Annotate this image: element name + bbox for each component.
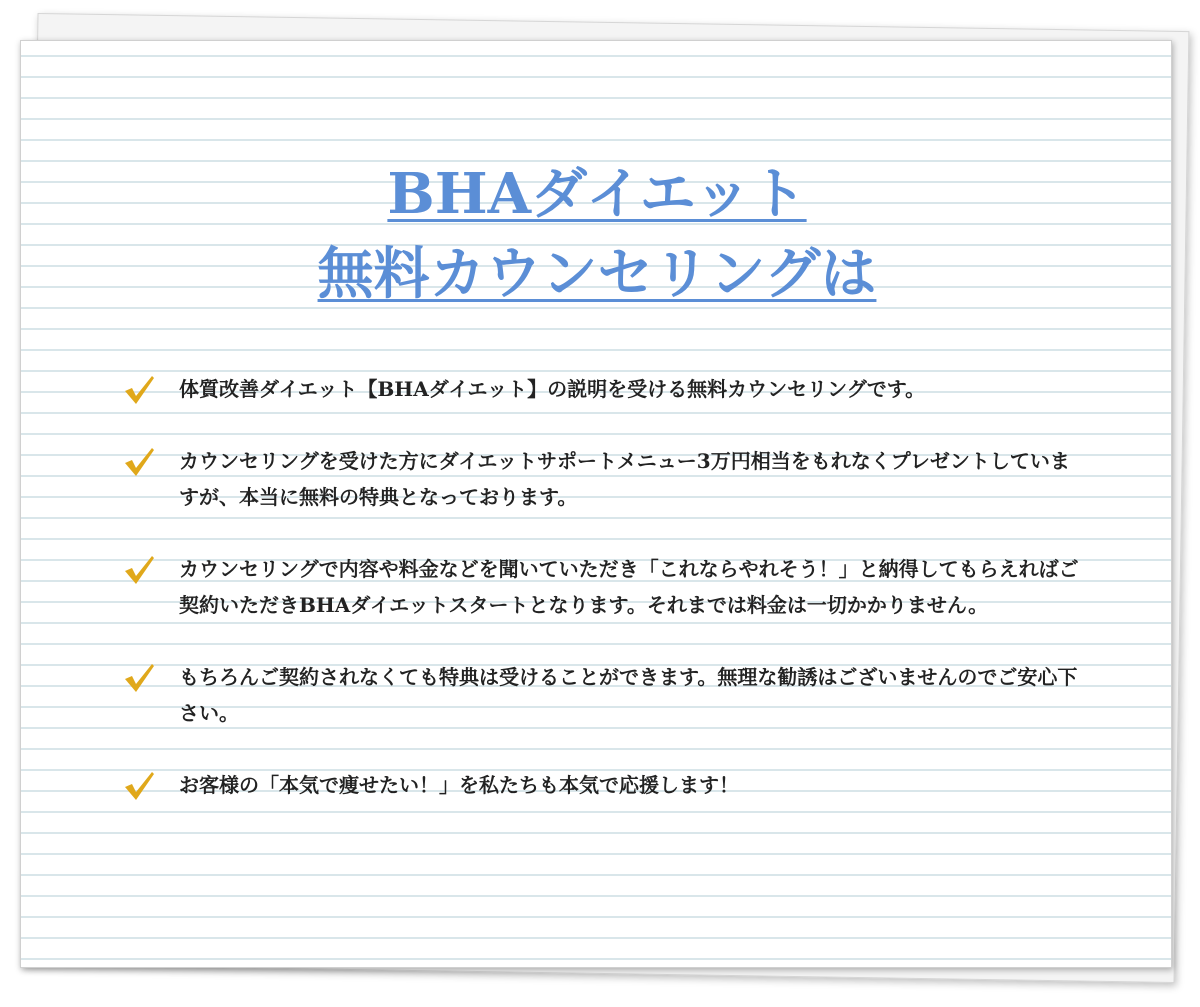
list-item [121, 659, 1081, 731]
check-icon [121, 371, 157, 407]
list-item-text: お客様の「本気で痩せたい！」を私たちも本気で応援します！ [179, 773, 739, 797]
list-item-text: 体質改善ダイエット【BHAダイエット】の説明を受ける無料カウンセリングです。 [179, 377, 926, 401]
ruled-paper-sheet [20, 40, 1172, 968]
check-icon [121, 551, 157, 587]
list-item-text: カウンセリングで内容や料金などを聞いていただき「これならやれそう！」と納得してもらえればご契約いただきBHAダイエットスタートとなります。それまでは料金は一切かかりません。 [179, 557, 1079, 617]
list-item [121, 371, 1081, 407]
list-item-text: カウンセリングを受けた方にダイエットサポートメニュー3万円相当をもれなくプレゼントしていますが、本当に無料の特典となっております。 [179, 449, 1070, 509]
list-item-text: もちろんご契約されなくても特典は受けることができます。無理な勧誘はございませんのでご安心下さい。 [179, 665, 1078, 725]
check-icon [121, 659, 157, 695]
check-icon [121, 767, 157, 803]
heading-line-2: 無料カウンセリングは [317, 241, 877, 307]
list-item [121, 767, 1081, 803]
check-icon [121, 443, 157, 479]
list-item [121, 551, 1081, 623]
list-item [121, 443, 1081, 515]
feature-list [121, 371, 1081, 803]
heading-line-1: BHAダイエット [387, 161, 807, 227]
